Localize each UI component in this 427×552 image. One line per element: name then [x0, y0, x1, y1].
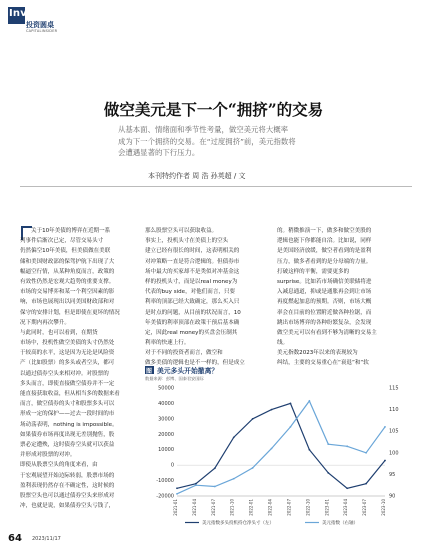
brand-subtitle: 投资圆桌: [26, 21, 54, 29]
series-point-1: [271, 448, 273, 450]
x-tick-label: 2023-01: [324, 499, 330, 516]
x-tick-label: 2022-07: [286, 499, 292, 516]
y-right-tick-label: 105: [389, 428, 399, 435]
y-left-tick-label: 0: [170, 462, 174, 469]
text-line: 于较高的水平，这是因为无论是风险资: [20, 350, 115, 357]
series-point-0: [252, 418, 254, 420]
x-tick-label: 2023-07: [362, 499, 368, 516]
y-left-tick-label: -20000: [156, 493, 174, 500]
text-line: 建立已经有很长的时间，这表明相关的: [145, 248, 240, 255]
text-line: 利率的快速上行。: [145, 340, 190, 347]
y-right-tick-label: 115: [389, 385, 399, 392]
text-line: 年美债的利率顶部在政策干预后基本确: [145, 319, 240, 326]
text-line: 股票空头也可以通过债券空头来形成对: [20, 492, 115, 499]
text-line: 那么股票空头可以获取收益。: [145, 228, 218, 234]
series-point-0: [290, 403, 292, 405]
y-right-tick-label: 100: [389, 450, 399, 457]
y-left-tick-label: 30000: [158, 416, 174, 423]
text-line: 场动荡表明，nothing is impossible。: [20, 421, 118, 428]
text-line: 美元指数2023年以来的表现较为: [277, 350, 358, 357]
series-point-0: [176, 487, 178, 489]
text-line: 并形成对股票的对冲。: [20, 452, 76, 459]
text-line: 盈利表现仍然存在不确定性，这时候的: [20, 482, 115, 489]
series-point-1: [233, 478, 235, 480]
series-point-1: [327, 443, 329, 445]
column-1: [20, 226, 138, 511]
y-left-tick-label: -10000: [156, 478, 174, 485]
legend-label: 美元指数多头投机持仓净头寸（左）: [202, 521, 274, 526]
series-point-0: [195, 483, 197, 485]
text-line: 入减息通道，抑或是通胀再会到让市场: [277, 289, 372, 296]
text-line: 能直接获取收益，但从相当多的数据来看: [20, 391, 120, 397]
column-2: [145, 226, 261, 369]
series-point-1: [365, 452, 367, 454]
text-line: 逻辑也能下你都能自洽。比如说，同样: [277, 238, 372, 245]
y-right-tick-label: 90: [389, 493, 396, 500]
series-point-0: [214, 467, 216, 469]
text-line: 线。: [277, 340, 289, 347]
text-line: 仍然偏空10年美债，但美债做在美联: [20, 248, 111, 255]
byline: 本刊特约作者 周 浩 孙英超 / 文: [148, 172, 246, 180]
text-line: 代表的buy side，对他们而言，只要: [145, 289, 236, 296]
text-line: 再度燃起加息的预期。否则，市场大概: [277, 299, 372, 306]
text-line: 的。稍微推演一下，做多和做空美股的: [277, 228, 372, 234]
series-point-1: [214, 486, 216, 488]
usd-positioning-chart: [145, 384, 415, 529]
lead-line: 从基本面、情绪面和季节性考量，做空美元将大概率: [118, 125, 288, 134]
series-point-1: [346, 445, 348, 447]
x-tick-label: 2023-04: [343, 499, 349, 516]
text-line: 样的投机头寸，而是以real money为: [145, 278, 238, 285]
text-line: 即使从股票空头的角度来看，由: [20, 462, 98, 469]
text-line: 是美国经济放缓，做空者看到的是盈利: [277, 248, 372, 255]
text-line: 对冲策略一直是符合逻辑的。但债券市: [145, 258, 240, 265]
text-line: 打破这样的平衡，需要更多的: [277, 268, 350, 275]
article-lead: [118, 124, 378, 159]
text-line: 市场的交易博弈和某一个利空因素的影: [20, 289, 115, 296]
series-point-1: [176, 493, 178, 495]
y-left-tick-label: 10000: [158, 447, 174, 454]
x-tick-label: 2023-10: [381, 499, 386, 516]
x-tick-label: 2021-01: [173, 499, 178, 516]
text-line: 压力，做多者看到的是分母端的力量。: [277, 258, 372, 265]
text-line: 率会在目前的位置附近做各种拉锯，而: [277, 309, 372, 316]
text-line: 利率的顶部已经大致确定，那么买入只: [145, 299, 240, 306]
text-line: 况下期内再次攀升。: [20, 319, 70, 326]
text-line: 列事件后渐次已定，尽管交易头寸: [20, 238, 104, 245]
text-line: 做多美债的逻辑也是不一样的，但是成立: [145, 360, 245, 367]
y-left-tick-label: 50000: [158, 385, 174, 392]
text-line: 形成一定的保护——过去一段时间的市: [20, 411, 115, 418]
series-point-1: [252, 467, 254, 469]
y-left-tick-label: 40000: [158, 400, 174, 407]
y-left-tick-label: 20000: [158, 431, 174, 438]
issue-date: 2023/11/17: [32, 536, 61, 542]
column-3: [277, 226, 407, 369]
text-line: 而言，做空债券的头寸和股票多头可以: [20, 401, 115, 408]
series-point-0: [346, 487, 348, 489]
y-right-tick-label: 110: [389, 407, 399, 414]
figure-source: 数据来源：彭博、国泰君安国际: [145, 376, 204, 381]
figure-title: 美元多头开始撤离？: [157, 367, 219, 375]
series-point-1: [384, 426, 386, 428]
divider: [20, 186, 412, 187]
text-line: 幅逼空行情，从某种角度而言，政策的: [20, 268, 115, 275]
text-line: 冲，也就是说，如果债券空头亏钱了，: [20, 503, 115, 510]
text-line: 产（比如股票）的多头或者空头，都可: [20, 360, 115, 367]
lead-line: 成为下一个拥挤的交易。在“过度拥挤”前，美元指数将: [118, 136, 296, 146]
text-line: 市场中，投机性做空美债的头寸仍然处: [20, 340, 115, 347]
text-line: 是时点的问题，从目前的状况而言，10: [145, 309, 241, 316]
text-line: 场中最大的买家却不是类似对冲基金这: [145, 268, 240, 275]
text-line: surprise。比如若市场确信美联储将进: [277, 278, 372, 285]
text-line: 于宏观展望开始边际转弱，股票市场的: [20, 472, 115, 479]
series-line-0: [177, 403, 385, 488]
text-line: 事实上，投机头寸在美债上的空头: [145, 238, 229, 245]
y-right-tick-label: 95: [389, 471, 396, 478]
series-point-0: [365, 483, 367, 485]
figure-label: 图: [146, 368, 153, 375]
article-title: 做空美元是下一个“拥挤”的交易: [103, 100, 324, 119]
series-point-1: [195, 484, 197, 486]
brand-tagline: CAPITALINSIDER: [26, 29, 58, 33]
x-tick-label: 2022-04: [267, 499, 273, 516]
text-line: 响，市场也展现出以同美国财政部和对: [20, 299, 115, 306]
series-point-0: [327, 472, 329, 474]
x-tick-label: 2021-07: [210, 499, 216, 516]
series-point-0: [308, 449, 310, 451]
text-line: 有效性仍然是宏观大趋势的重要支撑。: [20, 278, 115, 285]
text-line: 保守的安排计划，但是即使在更坏的情况: [20, 309, 120, 316]
text-line: 跳出市场博弈的各种纷繁复杂，会发现: [277, 319, 372, 326]
page-number: 64: [8, 533, 22, 544]
text-line: 如果债券市场再度出现无差别抛售，股: [20, 431, 115, 438]
text-line: 做空美元可以有看到不够为清晰的交易主: [277, 329, 377, 336]
text-line: 以通过债券空头来相对冲。对股票的: [20, 370, 109, 377]
text-line: 对于不同的投资者而言，做空和: [145, 350, 223, 357]
text-line: 票必定遭殃，这时债券空头就可以获益: [20, 441, 115, 448]
text-line: 定，因此real money的买盘会压制其: [145, 329, 238, 336]
text-line: 多头而言，即使直接做空债券并不一定: [20, 380, 115, 387]
text-line: 与此同时，也可以看到，在期货: [20, 329, 98, 336]
legend-label: 美元指数（右轴）: [322, 521, 358, 526]
x-tick-label: 2022-01: [248, 499, 254, 516]
series-point-1: [290, 426, 292, 428]
series-point-0: [384, 460, 386, 462]
text-line: 关于10年美债的博弈在近期一系: [31, 228, 111, 234]
x-tick-label: 2022-10: [305, 499, 311, 516]
x-tick-label: 2021-10: [229, 499, 235, 516]
series-point-0: [271, 409, 273, 411]
text-line: 储和美国财政部的保驾护航下出现了大: [20, 258, 115, 265]
series-point-0: [233, 436, 235, 438]
series-line-1: [177, 401, 385, 494]
x-tick-label: 2021-04: [191, 499, 197, 516]
brand-name: Investor: [9, 8, 58, 19]
series-point-1: [308, 400, 310, 402]
lead-line: 会遭遇显著的下行压力。: [118, 148, 200, 157]
text-line: 纠结，主要的交易重心在“衰退”和“软: [277, 360, 369, 367]
